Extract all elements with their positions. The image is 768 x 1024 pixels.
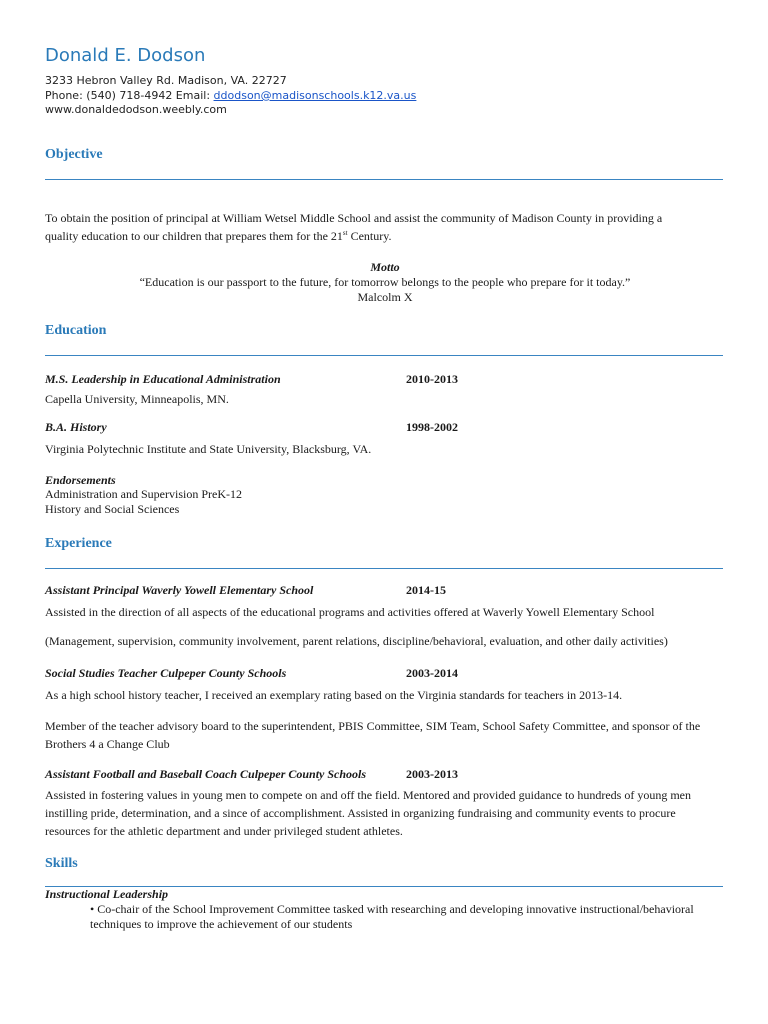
skill-subtitle: Instructional Leadership	[45, 887, 169, 901]
job-title: Assistant Football and Baseball Coach Culpeper County Schools	[45, 767, 367, 781]
degree-school: Virginia Polytechnic Institute and State University, Blacksburg, VA.	[45, 442, 372, 456]
degree-years: 1998-2002	[406, 420, 458, 434]
website-line[interactable]: www.donaldedodson.weebly.com	[45, 103, 227, 116]
section-divider	[45, 179, 723, 180]
job-years: 2003-2013	[406, 767, 458, 781]
degree-years: 2010-2013	[406, 372, 458, 386]
job-title: Assistant Principal Waverly Yowell Elementary School	[45, 583, 314, 597]
degree-title: M.S. Leadership in Educational Administration	[45, 372, 281, 386]
resume-name: Donald E. Dodson	[45, 45, 206, 66]
job-years: 2014-15	[406, 583, 446, 597]
job-description: Member of the teacher advisory board to the superintendent, PBIS Committee, SIM Team, School Safety Committee, and sponsor of the Brothers 4 a Change Club	[45, 719, 701, 751]
section-title-education: Education	[45, 323, 107, 338]
degree-title: B.A. History	[45, 420, 107, 434]
endorsement-item: History and Social Sciences	[45, 502, 180, 516]
endorsement-item: Administration and Supervision PreK-12	[45, 487, 242, 501]
skill-bullet: • Co-chair of the School Improvement Committee tasked with researching and developing innovative instructional/behavioral techniques to improve the achievement of our students	[90, 902, 694, 931]
section-divider	[45, 886, 723, 887]
motto-quote: “Education is our passport to the future, for tomorrow belongs to the people who prepare for it today.”	[139, 275, 631, 289]
section-title-skills: Skills	[45, 856, 78, 871]
email-link[interactable]: ddodson@madisonschools.k12.va.us	[213, 89, 417, 102]
phone-label: Phone: (540) 718-4942 Email:	[45, 89, 214, 102]
job-description: As a high school history teacher, I received an exemplary rating based on the Virginia standards for teachers in 2013-14.	[45, 688, 623, 702]
objective-text-line-2: quality education to our children that prepares them for the 21st Century.	[45, 229, 392, 243]
endorsements-label: Endorsements	[45, 473, 116, 487]
section-divider	[45, 355, 723, 356]
degree-school: Capella University, Minneapolis, MN.	[45, 392, 229, 406]
section-title-experience: Experience	[45, 536, 112, 551]
section-divider	[45, 568, 723, 569]
job-description: Assisted in fostering values in young men to compete on and off the field. Mentored and provided guidance to hundreds of young men instilling pride, determination, and a since of accomplishment. Assisted in organizing fundraising and community events to procure resources for the athletic department and under privileged student athletes.	[45, 788, 691, 838]
section-title-objective: Objective	[45, 147, 103, 162]
motto-author: Malcolm X	[357, 290, 413, 304]
job-description: (Management, supervision, community involvement, parent relations, discipline/behavioral, evaluation, and other daily activities)	[45, 634, 668, 648]
phone-email-line	[45, 89, 416, 102]
objective-text-line-1: To obtain the position of principal at William Wetsel Middle School and assist the community of Madison County in providing a	[45, 211, 663, 225]
job-title: Social Studies Teacher Culpeper County Schools	[45, 666, 287, 680]
job-description: Assisted in the direction of all aspects of the educational programs and activities offered at Waverly Yowell Elementary School	[45, 605, 655, 619]
motto-label: Motto	[370, 260, 400, 274]
job-years: 2003-2014	[406, 666, 458, 680]
address-line: 3233 Hebron Valley Rd. Madison, VA. 22727	[45, 74, 287, 87]
